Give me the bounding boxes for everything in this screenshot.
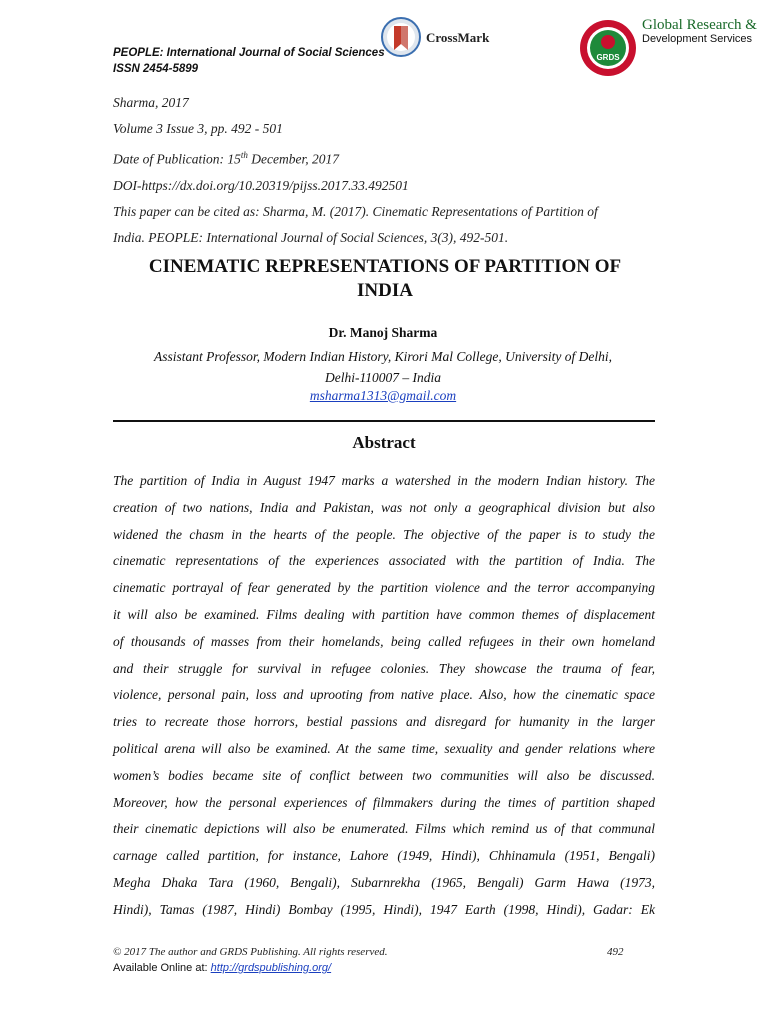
crossmark-logo[interactable]	[380, 16, 489, 60]
grds-name: Global Research &	[642, 17, 757, 33]
crossmark-label: CrossMark	[426, 30, 490, 45]
abstract-line: Hindi), Tamas (1987, Hindi) Bombay (1995, Hindi), 1947 Earth (1998, Hindi), Gadar: Ek	[113, 901, 655, 917]
author-email[interactable]: msharma1313@gmail.com	[309, 388, 457, 403]
abstract-line: creation of two nations, India and Pakistan, was not only a geographical division but also	[113, 499, 655, 515]
abstract-line: Megha Dhaka Tara (1960, Bengali), Subarnrekha (1965, Bengali) Garm Hawa (1973,	[113, 874, 655, 890]
abstract-line: it will also be examined. Films dealing with partition have common themes of displacement	[113, 606, 655, 622]
publisher-link[interactable]: http://grdspublishing.org/	[210, 962, 332, 974]
doi: DOI-https://dx.doi.org/10.20319/pijss.2017.33.492501	[113, 177, 409, 193]
publication-date: Date of Publication: 15th December, 2017	[113, 150, 339, 167]
grds-seal-icon	[578, 18, 638, 78]
copyright-notice: © 2017 The author and GRDS Publishing. All rights reserved.	[113, 946, 388, 958]
abstract-line: and their struggle for survival in refugee colonies. They showcase the trauma of fear,	[113, 660, 655, 676]
divider	[113, 420, 655, 422]
author-name: Dr. Manoj Sharma	[328, 325, 438, 340]
abstract-line: of thousands of masses from their homelands, being called refugees in their own homeland	[113, 633, 655, 649]
availability-line	[113, 962, 331, 974]
abstract-line: widened the chasm in the hearts of the people. The objective of the paper is to study the	[113, 526, 655, 542]
author-affiliation: Assistant Professor, Modern Indian History, Kirori Mal College, University of Delhi, Delhi-110007 – India	[154, 349, 612, 385]
author-year: Sharma, 2017	[113, 95, 189, 110]
abstract-body	[113, 468, 655, 924]
available-label: Available Online at:	[113, 962, 211, 974]
cite-line-2: India. PEOPLE: International Journal of Social Sciences, 3(3), 492-501.	[113, 229, 509, 245]
abstract-line: cinematic representations of the experiences associated with the partition of India. The	[113, 553, 655, 569]
abstract-line: women’s bodies became site of conflict between two communities will also be discussed.	[113, 767, 655, 783]
abstract-line: political arena will also be examined. At the same time, sexuality and gender relations where	[113, 740, 655, 756]
grds-badge-text: GRDS	[596, 53, 620, 62]
abstract-line: tries to recreate those horrors, bestial passions and disregard for humanity in the larger	[113, 714, 655, 730]
abstract-line: carnage called partition, for instance, Lahore (1949, Hindi), Chhinamula (1951, Bengali)	[113, 848, 655, 864]
journal-name: PEOPLE: International Journal of Social Sciences	[113, 47, 385, 59]
journal-header	[113, 45, 385, 77]
citation-meta	[113, 90, 598, 251]
abstract-line: The partition of India in August 1947 marks a watershed in the modern Indian history. The	[113, 473, 655, 488]
abstract-line: violence, personal pain, loss and uprooting from native place. Also, how the cinematic space	[113, 687, 655, 703]
abstract-line: their cinematic depictions will also be enumerated. Films which remind us of that communal	[113, 821, 655, 837]
grds-logo	[578, 18, 757, 78]
crossmark-icon	[380, 16, 422, 60]
abstract-heading: Abstract	[352, 433, 416, 452]
abstract-line: cinematic portrayal of fear generated by the partition violence and the terror accompanying	[113, 580, 655, 596]
page-number: 492	[607, 946, 624, 958]
journal-issn: ISSN 2454-5899	[113, 63, 199, 75]
grds-subname: Development Services	[642, 33, 753, 45]
volume-info: Volume 3 Issue 3, pp. 492 - 501	[113, 121, 283, 136]
abstract-line: Moreover, how the personal experiences of filmmakers during the times of partition shaped	[113, 794, 655, 810]
paper-title: CINEMATIC REPRESENTATIONS OF PARTITION OF INDIA	[148, 256, 622, 301]
cite-line-1: This paper can be cited as: Sharma, M. (2017). Cinematic Representations of Partition of	[113, 203, 598, 219]
